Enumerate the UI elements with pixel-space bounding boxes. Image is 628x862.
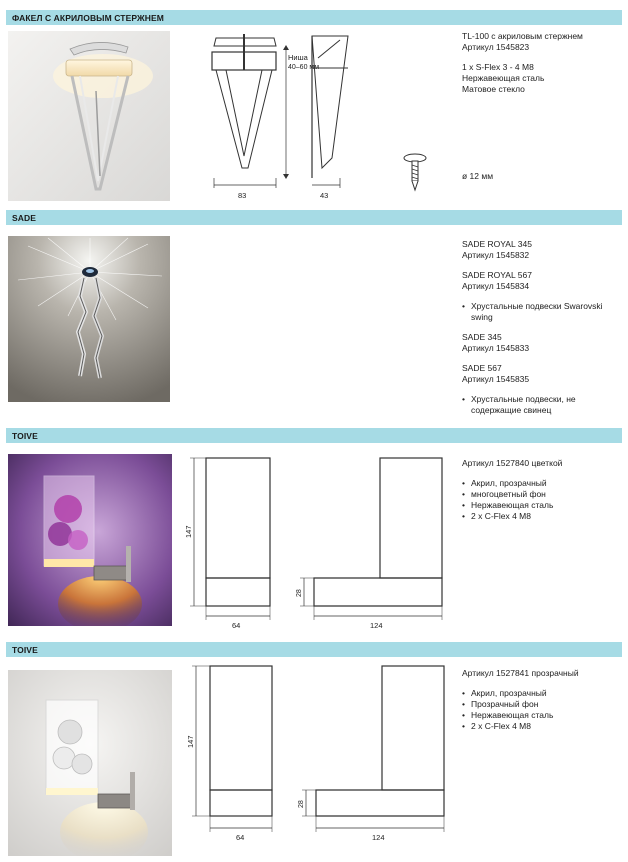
section-header: TOIVE (6, 428, 622, 443)
mounting-screw-icon (402, 152, 428, 194)
feature-item: • Нержавеющая сталь (462, 710, 622, 721)
feature-note: • Хрустальные подвески, не содержащие свинец (462, 394, 622, 416)
section-toive-clear (0, 638, 628, 862)
model-name: SADE ROYAL 567 (462, 270, 532, 280)
material-spec: Нержавеющая сталь (462, 73, 545, 83)
article-number: Артикул 1545835 (462, 374, 530, 384)
section-header: SADE (6, 210, 622, 225)
article-number: Артикул 1545833 (462, 343, 530, 353)
feature-item: • 2 x C-Flex 4 M8 (462, 511, 622, 522)
dim-width: 64 (236, 833, 245, 842)
niche-label: Ниша (288, 53, 308, 62)
article-number: Артикул 1545823 (462, 42, 530, 52)
article-number: Артикул 1527841 прозрачный (462, 668, 579, 678)
model-name: SADE 567 (462, 363, 502, 373)
model-name: SADE ROYAL 345 (462, 239, 532, 249)
technical-drawing-toive-clear (184, 664, 454, 844)
feature-item: • Прозрачный фон (462, 699, 622, 710)
niche-range: 40–60 мм (288, 64, 320, 71)
dim-height: 147 (184, 525, 193, 538)
technical-drawing-torch (200, 28, 370, 203)
feature-item: • Акрил, прозрачный (462, 688, 622, 699)
article-number: Артикул 1545832 (462, 250, 530, 260)
product-photo-toive-color (8, 454, 172, 626)
section-header: ФАКЕЛ С АКРИЛОВЫМ СТЕРЖНЕМ (6, 10, 622, 25)
dim-depth: 124 (372, 833, 385, 842)
dim-base-height: 28 (296, 589, 303, 597)
specs-torch (462, 31, 622, 95)
feature-item: • Нержавеющая сталь (462, 500, 622, 511)
product-photo-toive-clear (8, 670, 172, 856)
feature-note: • Хрустальные подвески Swarovski swing (462, 301, 622, 323)
product-name: TL-100 с акриловым стержнем (462, 31, 583, 41)
lamp-spec: 1 x S-Flex 3 - 4 M8 (462, 62, 534, 72)
article-number: Артикул 1527840 цветкой (462, 458, 563, 468)
dim-width: 64 (232, 621, 241, 630)
feature-item: • Акрил, прозрачный (462, 478, 622, 489)
material-spec: Матовое стекло (462, 84, 525, 94)
dim-depth: 124 (370, 621, 383, 630)
section-sade (0, 210, 628, 428)
dim-base-height: 28 (298, 800, 305, 808)
dim-height: 147 (186, 735, 195, 748)
dim-depth: 43 (320, 191, 329, 200)
cutout-diameter: ø 12 мм (462, 171, 494, 181)
specs-sade (462, 239, 622, 416)
model-name: SADE 345 (462, 332, 502, 342)
dim-width: 83 (238, 191, 247, 200)
section-torch (0, 0, 628, 210)
specs-toive-clear (462, 668, 622, 732)
technical-drawing-toive-color (184, 456, 454, 634)
feature-item: • многоцветный фон (462, 489, 622, 500)
product-photo-sade (8, 236, 170, 402)
section-header: TOIVE (6, 642, 622, 657)
product-photo-torch (8, 31, 170, 201)
section-toive-color (0, 428, 628, 638)
feature-item: • 2 x C-Flex 4 M8 (462, 721, 622, 732)
specs-toive-color (462, 458, 622, 522)
article-number: Артикул 1545834 (462, 281, 530, 291)
